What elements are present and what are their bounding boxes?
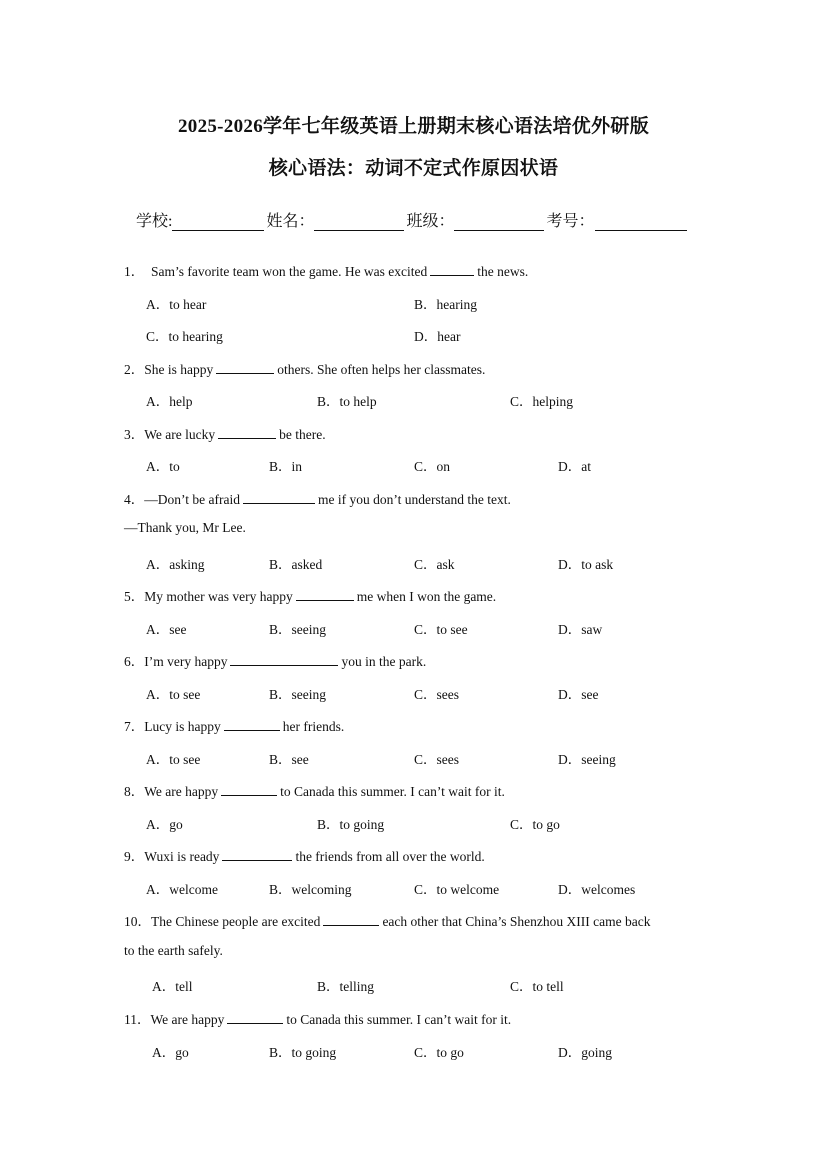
question-number: 11． [124, 1012, 151, 1027]
option-b[interactable]: B．seeing [269, 687, 326, 702]
class-label: 班级： [406, 213, 455, 230]
option-c[interactable]: C．to go [510, 817, 560, 832]
option-a[interactable]: A．to see [146, 752, 201, 767]
question-stem: We are happy [150, 1012, 225, 1027]
option-c[interactable]: C．to tell [510, 979, 564, 994]
question-stem: The Chinese people are excited [151, 914, 321, 929]
question-number: 2． [124, 362, 145, 377]
option-d[interactable]: D．seeing [558, 752, 616, 767]
option-a[interactable]: A．welcome [146, 882, 218, 897]
option-b[interactable]: B．asked [269, 557, 323, 572]
option-b[interactable]: B．telling [317, 979, 374, 994]
option-c[interactable]: C．sees [414, 687, 459, 702]
question-number: 6． [124, 654, 145, 669]
class-field[interactable] [454, 214, 544, 231]
option-d[interactable]: D．see [558, 687, 599, 702]
answer-blank[interactable] [296, 587, 354, 601]
option-b[interactable]: B．in [269, 459, 303, 474]
answer-blank[interactable] [323, 912, 379, 926]
question-number: 9． [124, 849, 145, 864]
answer-blank[interactable] [243, 490, 315, 504]
question-stem: Sam’s favorite team won the game. He was excited [151, 264, 428, 279]
option-a[interactable]: A．to see [146, 687, 201, 702]
question-stem: Lucy is happy [144, 719, 221, 734]
option-c[interactable]: C．helping [510, 394, 573, 409]
school-field[interactable] [172, 214, 264, 231]
option-c[interactable]: C．to welcome [414, 882, 500, 897]
option-a[interactable]: A．go [152, 1045, 189, 1060]
question-stem: My mother was very happy [144, 589, 293, 604]
question-stem-end: you in the park. [341, 654, 427, 669]
question-stem-end: each other that China’s Shenzhou XIII came back [382, 914, 651, 929]
option-d[interactable]: D．going [558, 1045, 612, 1060]
option-d[interactable]: D．saw [558, 622, 603, 637]
question-stem: She is happy [144, 362, 214, 377]
option-a[interactable]: A．go [146, 817, 183, 832]
option-b[interactable]: B．see [269, 752, 309, 767]
answer-blank[interactable] [218, 425, 276, 439]
question-4-reply: —Thank you, Mr Lee. [124, 520, 246, 535]
option-a[interactable]: A．help [146, 394, 193, 409]
question-number: 8． [124, 784, 145, 799]
answer-blank[interactable] [430, 262, 474, 276]
question-stem: Wuxi is ready [144, 849, 220, 864]
answer-blank[interactable] [221, 782, 277, 796]
school-label: 学校: [136, 213, 173, 230]
question-3 [124, 423, 326, 443]
question-number: 1． [124, 264, 145, 279]
question-stem-end: to Canada this summer. I can’t wait for it. [286, 1012, 512, 1027]
option-d[interactable]: D．welcomes [558, 882, 636, 897]
answer-blank[interactable] [216, 360, 274, 374]
question-stem-end: me if you don’t understand the text. [317, 492, 511, 507]
option-c[interactable]: C．to hearing [146, 329, 223, 344]
option-c[interactable]: C．on [414, 459, 451, 474]
name-label: 姓名： [266, 213, 315, 230]
answer-blank[interactable] [224, 717, 280, 731]
question-5 [124, 585, 496, 605]
question-7 [124, 715, 344, 735]
option-d[interactable]: D．at [558, 459, 591, 474]
question-stem-end: others. She often helps her classmates. [277, 362, 486, 377]
question-stem-end: be there. [279, 427, 326, 442]
answer-blank[interactable] [222, 847, 292, 861]
page-title: 2025-2026学年七年级英语上册期末核心语法培优外研版 [177, 116, 650, 137]
option-d[interactable]: D．hear [414, 329, 461, 344]
page-subtitle: 核心语法：动词不定式作原因状语 [268, 158, 559, 179]
student-info-line [136, 208, 689, 231]
option-a[interactable]: A．see [146, 622, 187, 637]
question-9 [124, 845, 485, 865]
question-number: 7． [124, 719, 145, 734]
answer-blank[interactable] [230, 652, 338, 666]
option-a[interactable]: A．to [146, 459, 180, 474]
question-11 [124, 1008, 511, 1028]
question-stem-end: the news. [477, 264, 529, 279]
question-2 [124, 358, 485, 378]
question-stem: —Don’t be afraid [144, 492, 240, 507]
question-stem-end: me when I won the game. [356, 589, 497, 604]
option-a[interactable]: A．to hear [146, 297, 207, 312]
option-b[interactable]: B．hearing [414, 297, 477, 312]
option-b[interactable]: B．seeing [269, 622, 326, 637]
question-number: 10． [124, 914, 151, 929]
option-c[interactable]: C．to go [414, 1045, 464, 1060]
question-stem-end: to Canada this summer. I can’t wait for it. [280, 784, 505, 799]
question-number: 4． [124, 492, 145, 507]
option-b[interactable]: B．to going [317, 817, 385, 832]
question-4 [124, 488, 511, 508]
option-c[interactable]: C．to see [414, 622, 468, 637]
option-c[interactable]: C．ask [414, 557, 455, 572]
option-c[interactable]: C．sees [414, 752, 459, 767]
question-stem: I’m very happy [144, 654, 228, 669]
question-stem-end: the friends from all over the world. [295, 849, 485, 864]
answer-blank[interactable] [227, 1010, 283, 1024]
option-a[interactable]: A．tell [152, 979, 193, 994]
question-stem: We are lucky [144, 427, 216, 442]
question-10 [124, 910, 650, 930]
exam-no-field[interactable] [595, 214, 687, 231]
question-6 [124, 650, 426, 670]
question-1 [124, 260, 528, 280]
question-number: 3． [124, 427, 145, 442]
question-stem: We are happy [144, 784, 219, 799]
option-a[interactable]: A．asking [146, 557, 205, 572]
question-10-continued: to the earth safely. [124, 943, 223, 958]
question-number: 5． [124, 589, 145, 604]
name-field[interactable] [314, 214, 404, 231]
option-b[interactable]: B．to help [317, 394, 377, 409]
exam-no-label: 考号： [546, 213, 595, 230]
option-b[interactable]: B．to going [269, 1045, 337, 1060]
option-d[interactable]: D．to ask [558, 557, 614, 572]
question-8 [124, 780, 505, 800]
option-b[interactable]: B．welcoming [269, 882, 352, 897]
question-stem-end: her friends. [282, 719, 345, 734]
